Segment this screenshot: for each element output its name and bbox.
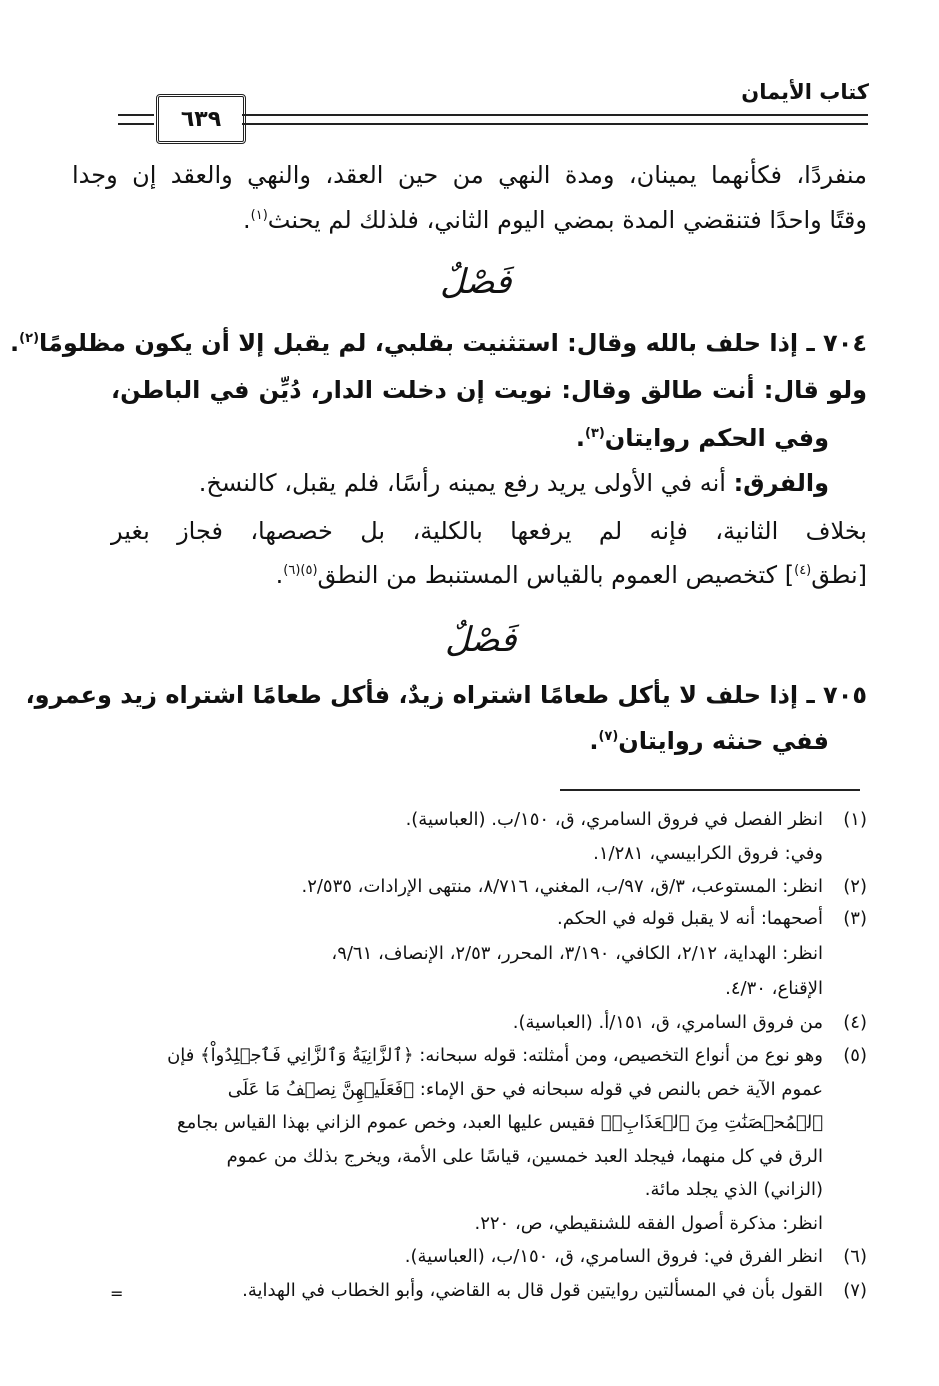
body-line-10 xyxy=(34,722,829,756)
footnote-ref[interactable]: (٤) xyxy=(794,563,812,578)
header-rule-right xyxy=(242,114,868,125)
section-heading: فَصْلٌ xyxy=(445,620,517,660)
footnote-3-cont: الإقناع، ٤/٣٠. xyxy=(725,978,823,999)
footnote-text: القول بأن في المسألتين روايتين قول قال به القاضي، وأبو الخطاب في الهداية. xyxy=(242,1280,823,1301)
body-text: ففي حنثه روايتان xyxy=(618,727,829,755)
footnote-separator xyxy=(560,789,860,791)
footnote-ref[interactable]: (٧) xyxy=(598,729,619,744)
footnote-number: (١) xyxy=(843,809,867,830)
footnote-3-cont: انظر: الهداية، ٢/١٢، الكافي، ٣/١٩٠، المحرر، ٢/٥٣، الإنصاف، ٩/٦١، xyxy=(331,943,823,964)
footnote-ref[interactable]: (٣) xyxy=(584,426,605,441)
body-text: أنه في الأولى يريد رفع يمينه رأسًا، فلم يقبل، كالنسخ. xyxy=(198,469,734,497)
running-title: كتاب الأيمان xyxy=(741,80,869,104)
footnote-number: (٥) xyxy=(843,1045,867,1066)
footnote-text: وهو نوع من أنواع التخصيص، ومن أمثلته: قوله سبحانه: ﴿ٱلزَّانِيَةُ وَٱلزَّانِي فَٱجۡلِدُواْ﴾ فإن xyxy=(167,1045,823,1066)
footnote-number: (٢) xyxy=(843,876,867,897)
footnote-1-cont: وفي: فروق الكرابيسي، ١/٢٨١. xyxy=(593,843,823,864)
footnote-5-cont: (الزاني) الذي يجلد مائة. xyxy=(644,1179,823,1200)
punctuation: . xyxy=(10,329,20,357)
body-line-9: ٧٠٥ ـ إذا حلف لا يأكل طعامًا اشتراه زيدٌ، فأكل طعامًا اشتراه زيد وعمرو، xyxy=(25,681,867,709)
footnote-5-cont: عموم الآية خص بالنص في قوله سبحانه في حق الإماء: ﴿فَعَلَيۡهِنَّ نِصۡفُ مَا عَلَى xyxy=(227,1079,823,1100)
body-line-3 xyxy=(10,324,867,358)
continuation-mark: = xyxy=(110,1284,124,1303)
body-line-8 xyxy=(72,556,867,590)
footnote-text: من فروق السامري، ق، ١٥١/أ. (العباسية). xyxy=(512,1012,823,1033)
footnote-5-cont: الرق في كل منهما، فيجلد العبد خمسين، قياسًا على الأمة، ويخرج بذلك من عموم xyxy=(226,1146,823,1167)
punctuation: . xyxy=(243,206,251,234)
emphasis-term: والفرق: xyxy=(733,469,829,497)
footnote-number: (٧) xyxy=(843,1280,867,1301)
footnote-text: انظر الفصل في فروق السامري، ق، ١٥٠/ب. (العباسية). xyxy=(405,809,823,830)
footnote-5 xyxy=(72,1044,867,1068)
footnote-7 xyxy=(72,1279,867,1303)
footnote-4 xyxy=(72,1011,867,1035)
footnote-text: أصحهما: أنه لا يقبل قوله في الحكم. xyxy=(557,908,823,929)
body-text: ٧٠٤ ـ إذا حلف بالله وقال: استثنيت بقلبي، لم يقبل إلا أن يكون مظلومًا xyxy=(39,329,867,357)
footnote-text: انظر: المستوعب، ٣/ق، ٩٧/ب، المغني، ٨/٧١٦، منتهى الإرادات، ٢/٥٣٥. xyxy=(301,876,823,897)
punctuation: . xyxy=(575,424,585,452)
footnote-3 xyxy=(72,907,867,931)
footnote-ref[interactable]: (٢) xyxy=(19,331,40,346)
footnote-ref[interactable]: (٥)(٦) xyxy=(283,563,318,578)
body-line-7: بخلاف الثانية، فإنه لم يرفعها بالكلية، بل خصصها، فجاز بغير xyxy=(111,517,867,545)
body-text: وفي الحكم روايتان xyxy=(604,424,829,452)
footnote-5-cont: انظر: مذكرة أصول الفقه للشنقيطي، ص، ٢٢٠. xyxy=(474,1213,823,1234)
body-line-6 xyxy=(34,468,829,498)
footnote-number: (٣) xyxy=(843,908,867,929)
page-number-frame xyxy=(156,94,246,144)
punctuation: . xyxy=(589,727,599,755)
body-line-4: ولو قال: أنت طالق وقال: نويت إن دخلت الدار، دُيِّن في الباطن، xyxy=(111,376,867,404)
footnote-5-cont: ٱلۡمُحۡصَنَٰتِ مِنَ ٱلۡعَذَابِۚ﴾ فقيس عليها العبد، وخص عموم الزاني بهذا القياس بجامع xyxy=(176,1112,823,1133)
footnote-1 xyxy=(72,808,867,832)
punctuation: . xyxy=(275,561,284,589)
body-text: وقتًا واحدًا فتنقضي المدة بمضي اليوم الثاني، فلذلك لم يحنث xyxy=(267,206,867,234)
footnote-text: انظر الفرق في: فروق السامري، ق، ١٥٠/ب، (العباسية). xyxy=(404,1246,823,1267)
footnote-2 xyxy=(72,875,867,899)
body-text: [نطق xyxy=(811,561,867,589)
header-rule-left xyxy=(118,114,154,125)
footnote-ref[interactable]: (١) xyxy=(250,208,268,223)
body-text: ] كتخصيص العموم بالقياس المستنبط من النطق xyxy=(317,561,795,589)
footnote-number: (٤) xyxy=(843,1012,867,1033)
body-line-2 xyxy=(72,201,867,235)
section-heading: فَصْلٌ xyxy=(440,262,512,302)
page-number: ٦٣٩ xyxy=(180,106,222,132)
footnote-6 xyxy=(72,1245,867,1269)
footnote-number: (٦) xyxy=(843,1246,867,1267)
body-line-1: منفردًا، فكأنهما يمينان، ومدة النهي من حين العقد، والنهي والعقد إن وجدا xyxy=(72,161,867,189)
body-line-5 xyxy=(34,419,829,453)
